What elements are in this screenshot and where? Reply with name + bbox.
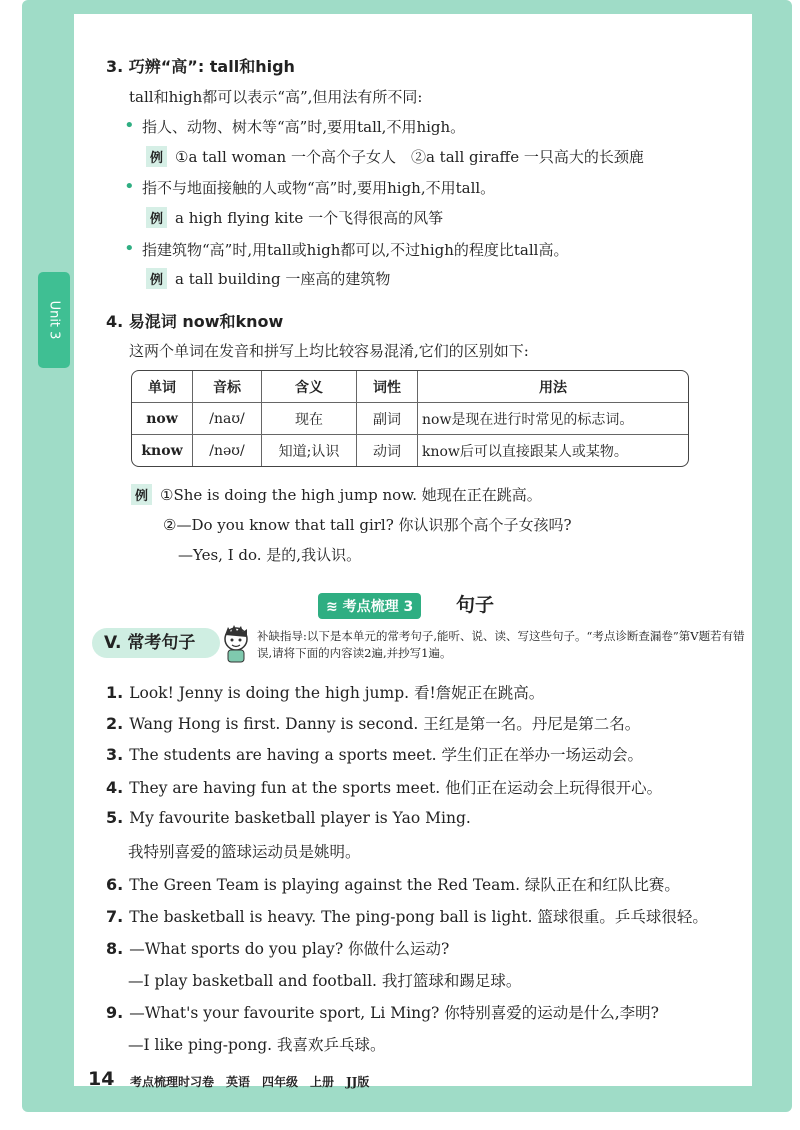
sentence-text: 我特别喜爱的篮球运动员是姚明。: [128, 843, 361, 861]
table-header-cell: 用法: [418, 371, 688, 403]
example-3-text: a tall building 一座高的建筑物: [175, 270, 391, 288]
table-cell: know后可以直接跟某人或某物。: [422, 443, 628, 460]
example-2: [146, 207, 443, 228]
table-cell: 副词: [357, 403, 418, 435]
sentence-line: [128, 969, 521, 991]
guidance-note: 补缺指导:以下是本单元的常考句子,能听、说、读、写这些句子。“考点诊断查漏卷”第V题若有错误,请将下面的内容读2遍,并抄写1遍。: [257, 629, 745, 660]
sentence-line: [106, 1001, 659, 1023]
section-4-intro: 这两个单词在发音和拼写上均比较容易混淆,它们的区别如下:: [129, 342, 529, 360]
example-4c: —Yes, I do. 是的,我认识。: [178, 546, 362, 564]
sentence-text: The basketball is heavy. The ping-pong ball is light. 篮球很重。乒乓球很轻。: [129, 908, 708, 926]
sentence-text: —I play basketball and football. 我打篮球和踢足球。: [128, 972, 522, 990]
page-number: 14: [88, 1068, 115, 1090]
unit-side-tab: [38, 272, 70, 368]
sentence-text: My favourite basketball player is Yao Ming.: [129, 809, 471, 827]
table-cell: 动词: [357, 435, 418, 466]
sentence-text: Look! Jenny is doing the high jump. 看!詹妮正在跳高。: [129, 684, 545, 702]
table-header-row: [132, 371, 688, 403]
sentence-text: They are having fun at the sports meet. 他们正在运动会上玩得很开心。: [129, 779, 663, 797]
section-3-point-3: 指建筑物“高”时,用tall或high都可以,不过high的程度比tall高。: [142, 241, 569, 259]
cartoon-boy-icon: [219, 623, 253, 663]
sentence-line: [106, 937, 449, 959]
sentence-number: 1.: [106, 683, 124, 702]
sentence-text: —What sports do you play? 你做什么运动?: [129, 940, 450, 958]
sentence-text: The students are having a sports meet. 学生们正在举办一场运动会。: [129, 746, 644, 764]
section-v-heading: V. 常考句子: [92, 628, 220, 658]
bullet-icon: •: [124, 176, 135, 197]
sentence-line: [106, 712, 640, 734]
table-cell: 现在: [262, 403, 357, 435]
section-band-title: 句子: [456, 594, 495, 616]
example-3: [146, 268, 390, 289]
section-3-heading: 3. 巧辨“高”: tall和high: [106, 57, 295, 76]
example-tag: 例: [146, 268, 167, 289]
example-tag: 例: [146, 146, 167, 167]
sentence-line: [106, 873, 680, 895]
now-know-table: [131, 370, 689, 467]
sentence-number: 5.: [106, 808, 124, 827]
sentence-line: [106, 743, 643, 765]
sentence-number: 2.: [106, 714, 124, 733]
table-cell: 知道;认识: [262, 435, 357, 466]
example-2-text: a high flying kite 一个飞得很高的风筝: [175, 209, 444, 227]
footer-text: 考点梳理时习卷 英语 四年级 上册 JJ版: [130, 1075, 370, 1089]
sentence-line: [106, 681, 544, 703]
sentence-number: 7.: [106, 907, 124, 926]
table-header-cell: 单词: [132, 371, 193, 403]
example-1-text: ①a tall woman 一个高个子女人 ②a tall giraffe 一只高大的长颈鹿: [175, 148, 644, 166]
sentence-line: [128, 1033, 386, 1055]
sentence-text: The Green Team is playing against the Red Team. 绿队正在和红队比赛。: [129, 876, 680, 894]
sentence-text: Wang Hong is first. Danny is second. 王红是第一名。丹尼是第二名。: [129, 715, 641, 733]
table-cell: now: [132, 403, 193, 435]
section-3-intro: tall和high都可以表示“高”,但用法有所不同:: [129, 88, 423, 106]
example-tag: 例: [131, 484, 152, 505]
example-tag: 例: [146, 207, 167, 228]
sentence-number: 8.: [106, 939, 124, 958]
table-cell: know: [132, 435, 193, 466]
sentence-number: 3.: [106, 745, 124, 764]
bullet-icon: •: [124, 238, 135, 259]
section-band-badge: ≋ 考点梳理 3: [318, 593, 421, 619]
sentence-line: [106, 776, 662, 798]
example-4a-text: ①She is doing the high jump now. 她现在正在跳高。: [160, 486, 542, 504]
example-1: [146, 146, 644, 167]
table-cell: /naʊ/: [193, 403, 262, 435]
section-4-heading: 4. 易混词 now和know: [106, 312, 284, 331]
table-cell: /nəʊ/: [193, 435, 262, 466]
example-4b: ②—Do you know that tall girl? 你认识那个高个子女孩吗?: [163, 516, 572, 534]
table-row: [132, 403, 688, 435]
table-header-cell: 音标: [193, 371, 262, 403]
sentence-number: 9.: [106, 1003, 124, 1022]
sentence-number: 6.: [106, 875, 124, 894]
unit-side-tab-label: Unit 3: [46, 300, 62, 340]
example-4a: [131, 484, 542, 505]
table-header-cell: 词性: [357, 371, 418, 403]
section-3-point-1: 指人、动物、树木等“高”时,要用tall,不用high。: [142, 118, 466, 136]
sentence-line: [106, 905, 708, 927]
table-cell: now是现在进行时常见的标志词。: [418, 403, 688, 435]
sentence-number: 4.: [106, 778, 124, 797]
table-header-cell: 含义: [262, 371, 357, 403]
bullet-icon: •: [124, 115, 135, 136]
section-3-point-2: 指不与地面接触的人或物“高”时,要用high,不用tall。: [142, 179, 496, 197]
sentence-line: [128, 840, 361, 862]
sentence-line: [106, 808, 471, 827]
table-row: [132, 435, 688, 466]
sentence-text: —What's your favourite sport, Li Ming? 你特别喜爱的运动是什么,李明?: [129, 1004, 659, 1022]
sentence-text: —I like ping-pong. 我喜欢乒乓球。: [128, 1036, 386, 1054]
